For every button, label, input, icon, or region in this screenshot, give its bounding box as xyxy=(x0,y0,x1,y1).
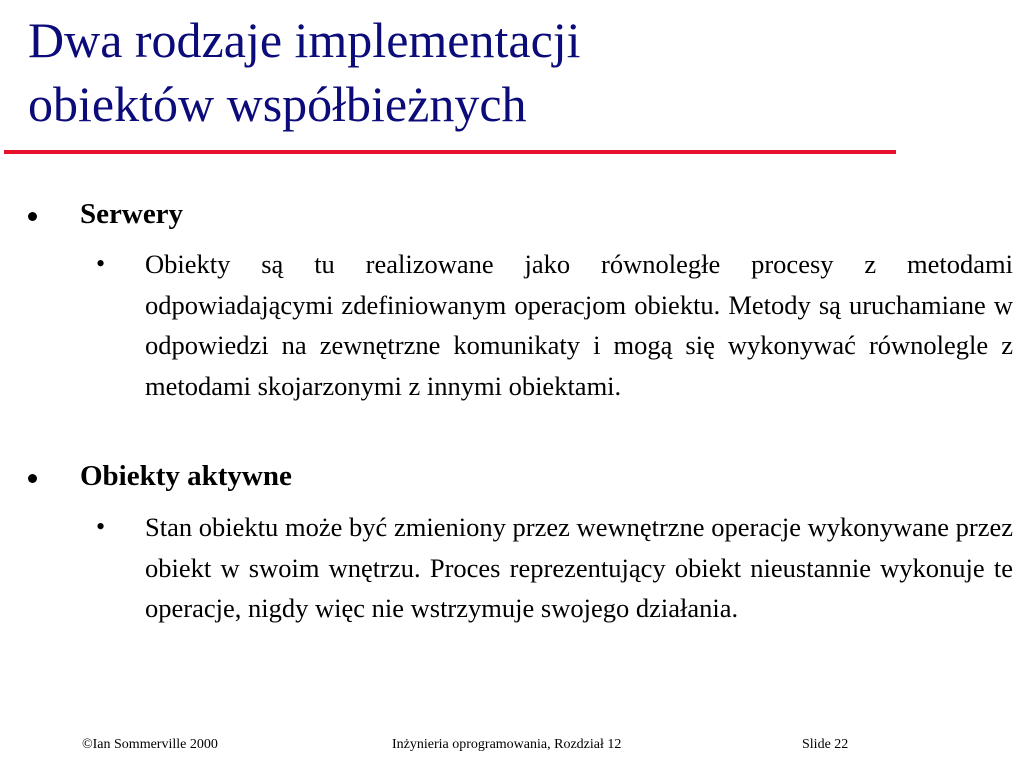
bullet-icon: • xyxy=(96,512,106,541)
footer-slide-number: Slide 22 xyxy=(802,737,849,752)
slide-title-line-1: Dwa rodzaje implementacji xyxy=(28,12,581,68)
bullet-icon: • xyxy=(96,249,106,278)
section-heading-serwery xyxy=(28,198,183,231)
section-paragraph: Stan obiektu może być zmieniony przez wewnętrzne operacje wykonywane przez obiekt w swoim wnętrzu. Proces reprezentujący obiekt nieustannie wykonuje te operacje, nigdy więc nie wstrzymuje swojego działania. xyxy=(145,512,1013,623)
section-paragraph: Obiekty są tu realizowane jako równoległe procesy z metodami odpowiadającymi zdefiniowanym operacjom obiektu. Metody są uruchamiane w odpowiedzi na zewnętrzne komunikaty i mogą się wykonywać równolegle z metodami skojarzonymi z innymi obiektami. xyxy=(145,249,1013,401)
section-heading-label: Serwery xyxy=(80,198,184,230)
bullet-dot-icon xyxy=(28,210,80,228)
slide-title-line-2: obiektów współbieżnych xyxy=(28,76,527,132)
section-body-serwery xyxy=(96,244,1013,406)
bullet-dot-icon xyxy=(28,472,80,490)
footer-course: Inżynieria oprogramowania, Rozdział 12 xyxy=(392,737,622,752)
section-body-obiekty-aktywne xyxy=(96,507,1013,629)
slide-title xyxy=(28,8,928,136)
section-heading-label: Obiekty aktywne xyxy=(80,460,292,492)
section-heading-obiekty-aktywne xyxy=(28,460,292,493)
footer-copyright: ©Ian Sommerville 2000 xyxy=(82,737,218,752)
title-underline xyxy=(4,150,896,154)
